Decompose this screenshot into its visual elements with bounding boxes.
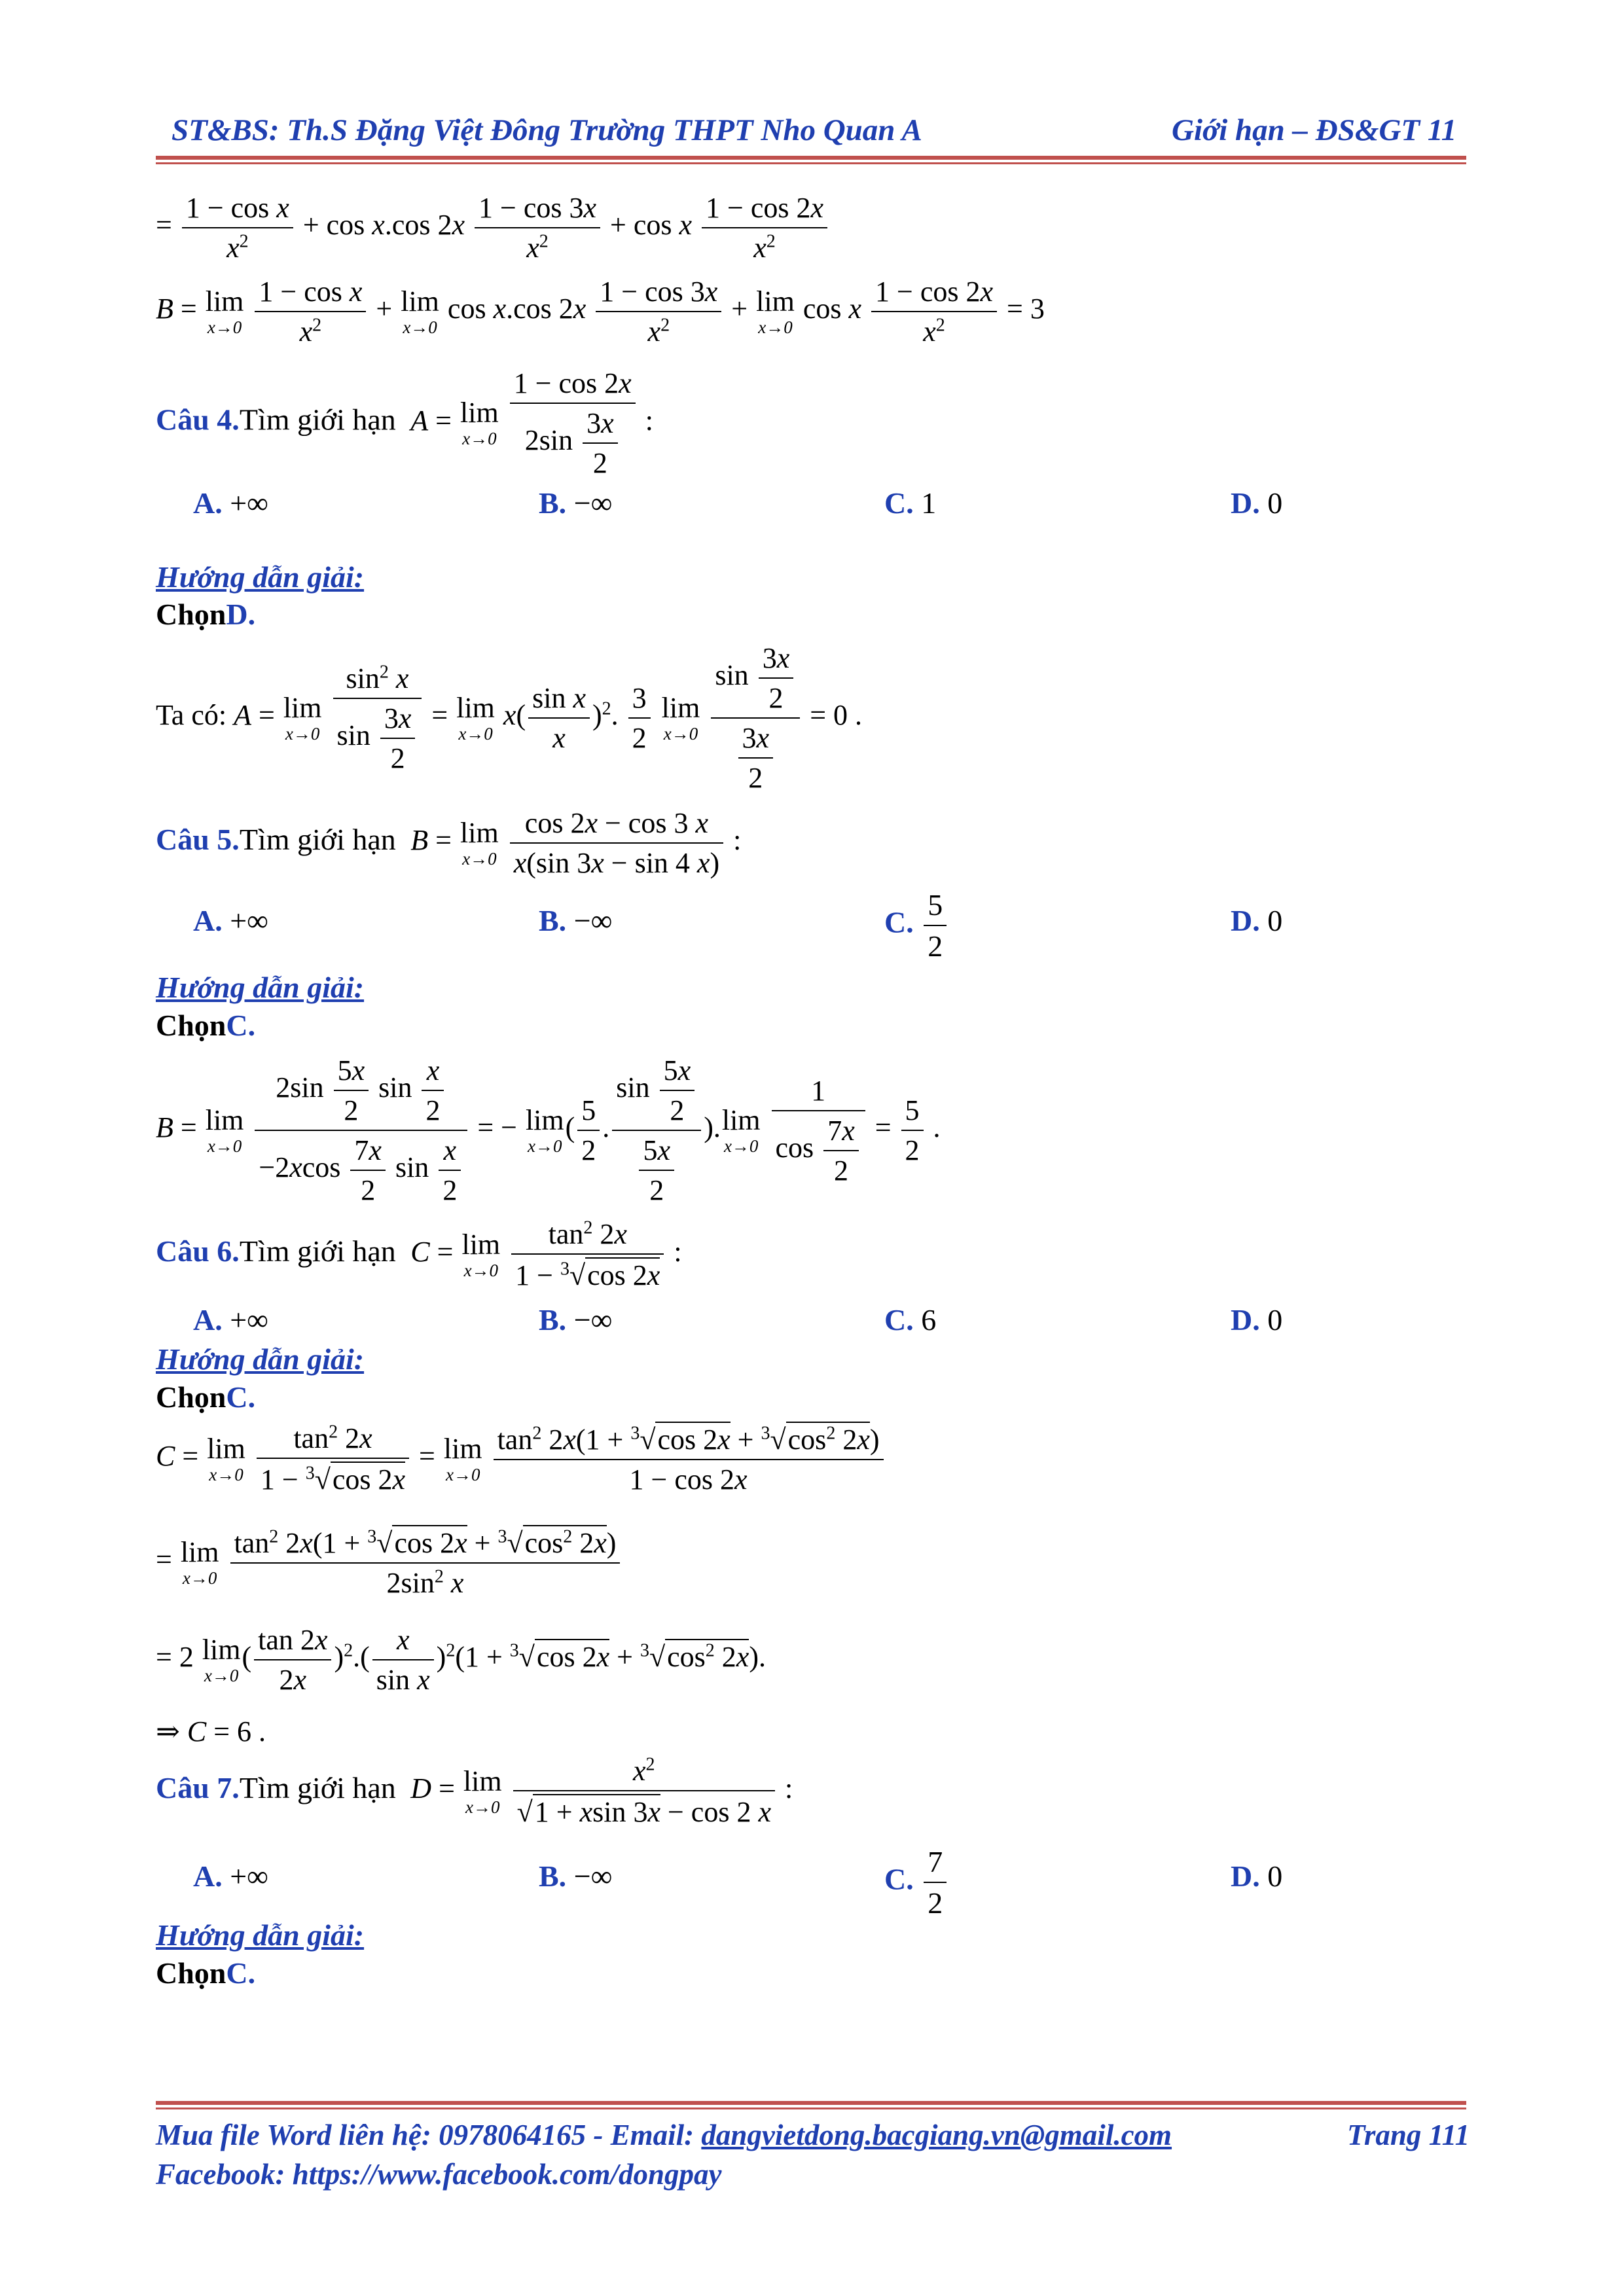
q6-answer-a[interactable]: A. +∞ (193, 1303, 268, 1336)
q6-solution-line3: = 2 lim x→0 ( $\frac{\tan 2x}{2x}$ )$^2$.( $\frac{x}{\text{sin x}}$ )$^2$(1 + $^3$√cos $2x + ^3√\cos^2$ 2x). (156, 1624, 766, 1696)
q7-answer-b[interactable]: B. −∞ (539, 1859, 613, 1893)
q5-solution: B = lim x→0 2sin $\frac{5x}{2}$ sin $\frac{x}{2}$ −2xcos $\frac{7x}{2}$ sin $\frac{x}{2}$ = − lim x→0 ( $\frac{5}{2}$ . sin $\frac{5x}{2}$ $\frac{5x}{2}$ ). lim x→0 1 cos $\frac{7x}{2}$ = $\frac{5}{2}$ . (156, 1054, 941, 1206)
q4-guide-heading: Hướng dẫn giải: (156, 560, 365, 594)
q6-choice: ChọnC. (156, 1380, 256, 1414)
q4-answer-a[interactable]: A. +∞ (193, 486, 268, 520)
question-4: Câu 4.Tìm giới hạn A = lim x→0 1 − cos 2x 2sin $\frac{3x}{2}$ : (156, 367, 653, 479)
formula-cont-line2: B = lim x→0 $\frac{\text{1 − cos x}}{x^2}$ + lim x→0 cos x.cos 2x $\frac{1 - \cos 3x}{x^2}$ + lim x→0 cos x $\frac{1 - \cos 2x}{x^2}$ = 3 (156, 276, 1045, 348)
question-prompt: Tìm giới hạn (239, 823, 396, 857)
question-label: Câu 4. (156, 403, 240, 437)
q7-guide-heading: Hướng dẫn giải: (156, 1918, 365, 1952)
q4-answer-d[interactable]: D. 0 (1231, 486, 1283, 520)
question-label: Câu 6. (156, 1234, 240, 1268)
q7-answer-c[interactable]: C. $\frac{7}{2}$ (884, 1844, 949, 1920)
q5-guide-heading: Hướng dẫn giải: (156, 971, 365, 1004)
q5-answer-a[interactable]: A. +∞ (193, 904, 268, 937)
header-rule (156, 156, 1466, 160)
q4-choice: ChọnD. (156, 598, 256, 631)
q6-answer-b[interactable]: B. −∞ (539, 1303, 613, 1336)
formula-cont-line1: = $\frac{\text{1 − cos x}}{x^2}$ + cos x.cos 2x $\frac{1 - \cos 3x}{x^2}$ + cos x $\frac{1 - \cos 2x}{x^2}$ (156, 191, 830, 264)
question-label: Câu 7. (156, 1771, 240, 1805)
q5-answer-b[interactable]: B. −∞ (539, 904, 613, 937)
q6-guide-heading: Hướng dẫn giải: (156, 1342, 365, 1376)
q7-choice: ChọnC. (156, 1956, 256, 1990)
question-6: Câu 6.Tìm giới hạn C = lim x→0 $\frac{\tan^2 2x}{1 - ^3√\cos 2x}$ : (156, 1217, 682, 1291)
question-prompt: Tìm giới hạn (239, 1771, 396, 1805)
footer-rule (156, 2101, 1466, 2105)
q6-answer-c[interactable]: C. 6 (884, 1303, 937, 1336)
footer-email-link[interactable]: dangvietdong.bacgiang.vn@gmail.com (701, 2119, 1172, 2151)
question-5: Câu 5.Tìm giới hạn B = lim x→0 $\frac{\cos 2x - \cos 3 x}{x(\sin 3x - \sin 4 x)}$ : (156, 807, 742, 879)
q7-answer-d[interactable]: D. 0 (1231, 1859, 1283, 1893)
header-rule-thin (156, 162, 1466, 164)
q6-answer-d[interactable]: D. 0 (1231, 1303, 1283, 1336)
footer-contact: Mua file Word liên hệ: 0978064165 - Email: dangvietdong.bacgiang.vn@gmail.com (156, 2119, 1172, 2151)
q5-choice: ChọnC. (156, 1009, 256, 1042)
footer-facebook: Facebook: https://www.facebook.com/dongpay (156, 2158, 722, 2191)
q6-solution-line4: ⇒ C = 6 . (156, 1715, 266, 1748)
question-prompt: Tìm giới hạn (239, 1234, 396, 1268)
q5-answer-d[interactable]: D. 0 (1231, 904, 1283, 937)
q4-solution: Ta có: A = lim x→0 $\sin^2 x$ sin $\frac{3x}{2}$ = lim x→0 x( $\frac{\text{sin x}}{x}$ )$^2$. $\frac{3}{2}$ lim x→0 sin $\frac{3x}{2}$ $\frac{3x}{2}$ = 0 . (156, 642, 863, 794)
q4-answer-b[interactable]: B. −∞ (539, 486, 613, 520)
header-title: ST&BS: Th.S Đặng Việt Đông Trường THPT Nho Quan A (171, 113, 922, 147)
question-prompt: Tìm giới hạn (239, 403, 396, 437)
footer-page-number: Trang 111 (1347, 2119, 1470, 2151)
q5-answer-c[interactable]: C. $\frac{5}{2}$ (884, 888, 949, 963)
q7-answer-a[interactable]: A. +∞ (193, 1859, 268, 1893)
header-section: Giới hạn – ĐS&GT 11 (1172, 113, 1457, 147)
question-label: Câu 5. (156, 823, 240, 857)
q4-answer-c[interactable]: C. 1 (884, 486, 937, 520)
q6-solution-line1: C = lim x→0 $\frac{\tan^2 2x}{1 - ^3√\cos 2x}$ = lim x→0 $\frac{\tan^2 2x(1 + ^3√\cos 2x + ^3√\cos^2 2x)}{1 - \cos 2x}$ (156, 1422, 886, 1496)
q6-solution-line2: = lim x→0 $\frac{\tan^2 2x(1 + ^3√\cos 2x + ^3√\cos^2 2x)}{2\sin^2 x}$ (156, 1525, 623, 1600)
question-7: Câu 7.Tìm giới hạn D = lim x→0 $\frac{x^2}{√1 + xsin 3x - \cos 2 x}$ : (156, 1754, 793, 1828)
footer-rule-thin (156, 2108, 1466, 2109)
